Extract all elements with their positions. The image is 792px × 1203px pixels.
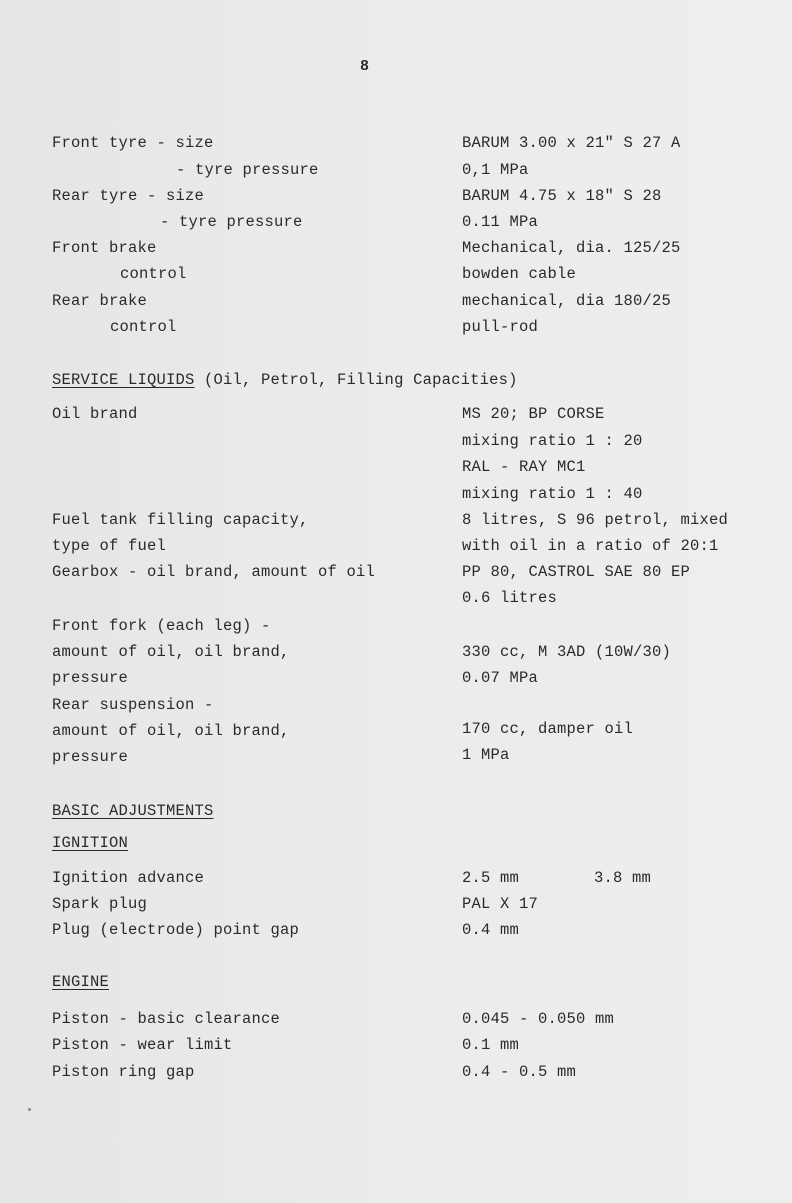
service-liquids-heading (52, 371, 518, 389)
piston-clearance-value: 0.045 - 0.050 mm (462, 1010, 615, 1028)
rear-suspension-label-2: amount of oil, oil brand, (52, 722, 290, 740)
page-number: 8 (360, 58, 370, 75)
oil-brand-label: Oil brand (52, 405, 138, 423)
front-tyre-size-label: Front tyre - size (52, 134, 214, 152)
front-fork-value-2: 0.07 MPa (462, 669, 539, 687)
rear-suspension-label-3: pressure (52, 748, 129, 766)
fuel-tank-value-2: with oil in a ratio of 20:1 (462, 537, 719, 555)
ring-gap-value: 0.4 - 0.5 mm (462, 1063, 577, 1081)
rear-suspension-value-1: 170 cc, damper oil (462, 720, 634, 738)
rear-tyre-pressure-label: - tyre pressure (160, 213, 303, 231)
front-tyre-pressure-label: - tyre pressure (176, 161, 319, 179)
ignition-advance-value-b: 3.8 mm (594, 869, 652, 887)
oil-brand-value-2: mixing ratio 1 : 20 (462, 432, 643, 450)
spark-plug-label: Spark plug (52, 895, 148, 913)
oil-brand-value-4: mixing ratio 1 : 40 (462, 485, 643, 503)
ignition-advance-label: Ignition advance (52, 869, 205, 887)
service-liquids-subtitle: (Oil, Petrol, Filling Capacities) (194, 371, 518, 389)
spark-plug-value: PAL X 17 (462, 895, 539, 913)
rear-brake-control-value: pull-rod (462, 318, 539, 336)
piston-wear-label: Piston - wear limit (52, 1036, 233, 1054)
front-brake-value: Mechanical, dia. 125/25 (462, 239, 681, 257)
ring-gap-label: Piston ring gap (52, 1063, 195, 1081)
ignition-heading: IGNITION (52, 834, 129, 852)
rear-brake-label: Rear brake (52, 292, 148, 310)
piston-clearance-label: Piston - basic clearance (52, 1010, 281, 1028)
plug-gap-label: Plug (electrode) point gap (52, 921, 300, 939)
service-liquids-title: SERVICE LIQUIDS (52, 371, 195, 389)
gearbox-label: Gearbox - oil brand, amount of oil (52, 563, 376, 581)
engine-heading: ENGINE (52, 973, 110, 991)
rear-suspension-label-1: Rear suspension - (52, 696, 214, 714)
fuel-tank-label-1: Fuel tank filling capacity, (52, 511, 309, 529)
ignition-advance-value: 2.5 mm (462, 869, 520, 887)
oil-brand-value-1: MS 20; BP CORSE (462, 405, 605, 423)
rear-suspension-value-2: 1 MPa (462, 746, 510, 764)
gearbox-value-1: PP 80, CASTROL SAE 80 EP (462, 563, 691, 581)
rear-brake-value: mechanical, dia 180/25 (462, 292, 672, 310)
piston-wear-value: 0.1 mm (462, 1036, 520, 1054)
basic-adjustments-heading: BASIC ADJUSTMENTS (52, 802, 214, 820)
ink-speck (28, 1108, 31, 1111)
fuel-tank-value-1: 8 litres, S 96 petrol, mixed (462, 511, 729, 529)
front-brake-label: Front brake (52, 239, 157, 257)
front-tyre-pressure-value: 0,1 MPa (462, 161, 529, 179)
rear-tyre-pressure-value: 0.11 MPa (462, 213, 539, 231)
plug-gap-value: 0.4 mm (462, 921, 520, 939)
front-fork-label-2: amount of oil, oil brand, (52, 643, 290, 661)
rear-brake-control-label: control (110, 318, 177, 336)
front-tyre-size-value: BARUM 3.00 x 21" S 27 A (462, 134, 681, 152)
oil-brand-value-3: RAL - RAY MC1 (462, 458, 586, 476)
front-fork-value-1: 330 cc, M 3AD (10W/30) (462, 643, 672, 661)
front-brake-control-value: bowden cable (462, 265, 577, 283)
fuel-tank-label-2: type of fuel (52, 537, 167, 555)
front-fork-label-3: pressure (52, 669, 129, 687)
rear-tyre-size-label: Rear tyre - size (52, 187, 205, 205)
front-fork-label-1: Front fork (each leg) - (52, 617, 271, 635)
gearbox-value-2: 0.6 litres (462, 589, 558, 607)
rear-tyre-size-value: BARUM 4.75 x 18" S 28 (462, 187, 662, 205)
front-brake-control-label: control (120, 265, 187, 283)
